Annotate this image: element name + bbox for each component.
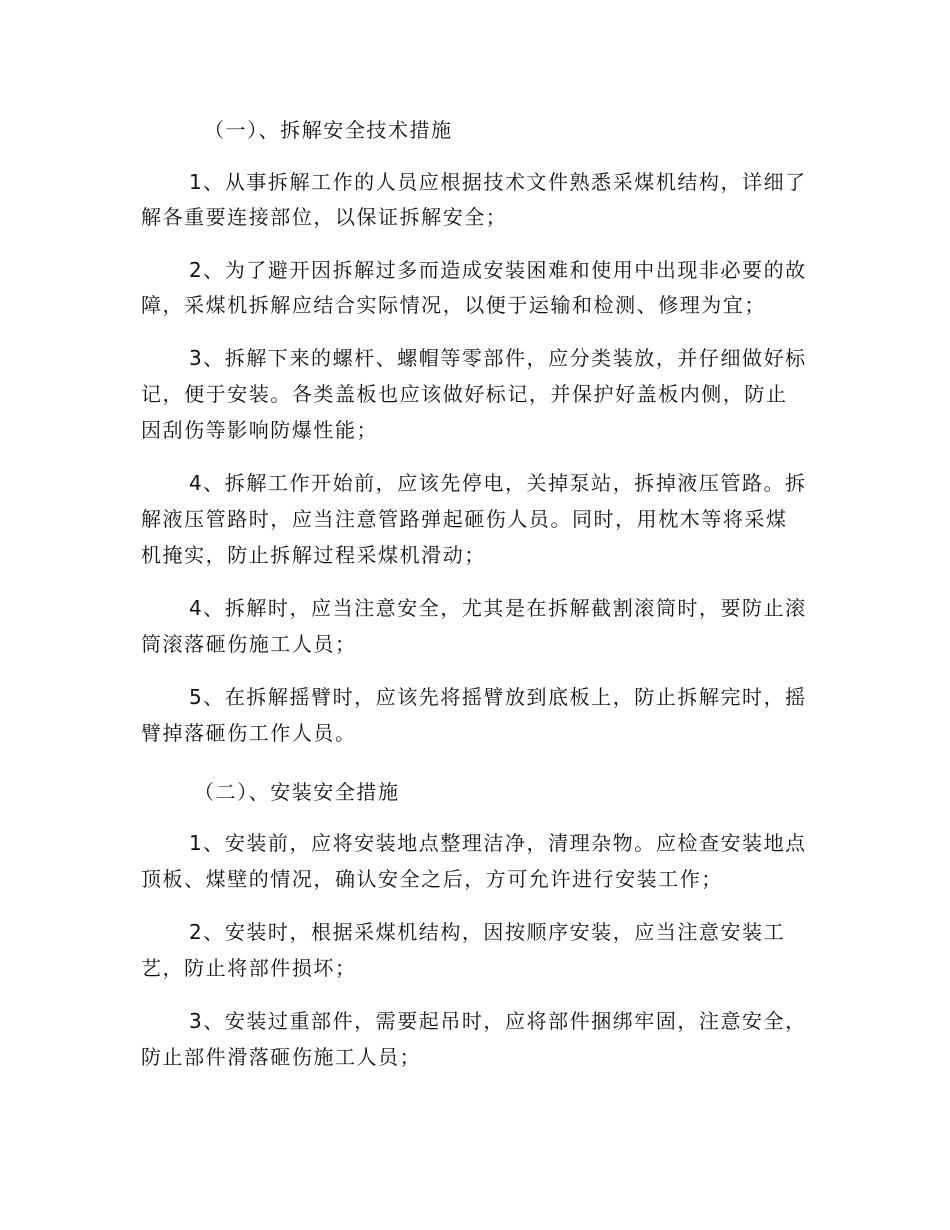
s1-item-4-line-2: 解液压管路时，应当注意管路弹起砸伤人员。同时，用枕木等将采煤 bbox=[141, 507, 788, 531]
s1-item-4-line-3: 机掩实，防止拆解过程采煤机滑动； bbox=[141, 543, 486, 567]
s1-item-6-line-2: 臂掉落砸伤工作人员。 bbox=[141, 721, 357, 745]
section-1-heading: （一）、拆解安全技术措施 bbox=[204, 118, 453, 142]
s2-item-1-line-2: 顶板、煤壁的情况，确认安全之后，方可允许进行安装工作； bbox=[141, 867, 723, 891]
s2-item-3-line-2: 防止部件滑落砸伤施工人员； bbox=[141, 1045, 422, 1069]
s2-item-2-line-1: 2、安装时，根据采煤机结构，因按顺序安装，应当注意安装工 bbox=[189, 920, 786, 944]
s2-item-2-line-2: 艺，防止将部件损坏； bbox=[141, 956, 357, 980]
s1-item-4-line-1: 4、拆解工作开始前，应该先停电，关掉泵站，拆掉液压管路。拆 bbox=[189, 471, 807, 495]
s1-item-3-line-2: 记，便于安装。各类盖板也应该做好标记，并保护好盖板内侧，防止 bbox=[141, 382, 788, 406]
s1-item-3-line-1: 3、拆解下来的螺杆、螺帽等零部件，应分类装放，并仔细做好标 bbox=[189, 346, 807, 370]
s2-item-3-line-1: 3、安装过重部件，需要起吊时，应将部件捆绑牢固，注意安全， bbox=[189, 1009, 807, 1033]
s1-item-5-line-2: 筒滚落砸伤施工人员； bbox=[141, 632, 357, 656]
section-2-heading: （二）、安装安全措施 bbox=[194, 780, 400, 804]
s1-item-2-line-1: 2、为了避开因拆解过多而造成安装困难和使用中出现非必要的故 bbox=[189, 258, 807, 282]
s1-item-3-line-3: 因刮伤等影响防爆性能； bbox=[141, 418, 379, 442]
s1-item-1-line-1: 1、从事拆解工作的人员应根据技术文件熟悉采煤机结构，详细了 bbox=[189, 170, 807, 194]
s1-item-1-line-2: 解各重要连接部位，以保证拆解安全； bbox=[141, 205, 508, 229]
s1-item-6-line-1: 5、在拆解摇臂时，应该先将摇臂放到底板上，防止拆解完时，摇 bbox=[189, 685, 807, 709]
s1-item-5-line-1: 4、拆解时，应当注意安全，尤其是在拆解截割滚筒时，要防止滚 bbox=[189, 596, 807, 620]
s2-item-1-line-1: 1、安装前，应将安装地点整理洁净，清理杂物。应检查安装地点 bbox=[189, 831, 807, 855]
s1-item-2-line-2: 障，采煤机拆解应结合实际情况，以便于运输和检测、修理为宜； bbox=[141, 293, 766, 317]
